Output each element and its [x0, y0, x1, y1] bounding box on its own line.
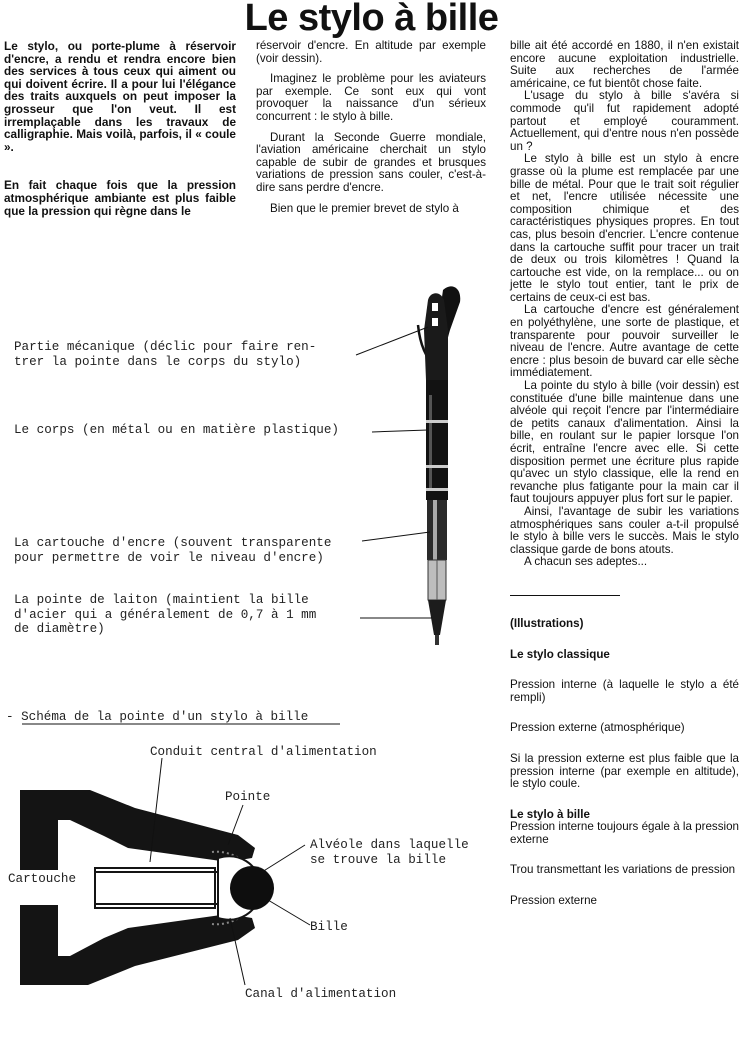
classic-pen-title: Le stylo classique: [510, 647, 610, 661]
label-bille: Bille: [310, 920, 348, 934]
ball: [230, 866, 274, 910]
ballpoint-title: Le stylo à bille: [510, 807, 590, 821]
col2-paragraph-4: Bien que le premier brevet de stylo à: [270, 201, 459, 215]
classic-note-2: Pression externe (atmosphérique): [510, 721, 685, 735]
label-canal: Canal d'alimentation: [245, 987, 397, 1001]
col3-paragraph-3: Le stylo à bille est un stylo à encre grasse où la plume est remplacée par une bille de métal. Pour que le trait soit régulier et net, l'encre utilisée nécessite une composition chimique et des caractéristiques physiques propres. En tout cas, plus besoin d'encrier. L'encre contenue dans la cartouche suffit pour tracer un trait de deux ou trois kilomètres ! Quand la cartouche est vide, on la remplace... ou on jette le stylo tout entier, tant le prix de certains de ceux-ci est bas.: [510, 152, 739, 304]
label-body: Le corps (en métal ou en matière plastique): [14, 423, 339, 437]
label-mechanism: Partie mécanique (déclic pour faire ren- trer la pointe dans le corps du stylo): [14, 340, 317, 369]
col2-paragraph-1: réservoir d'encre. En altitude par exemple (voir dessin).: [256, 39, 486, 65]
col3-paragraph-6: Ainsi, l'avantage de subir les variations atmosphériques sans couler a-t-il propulsé le stylo à bille vers le succès. Mais le stylo classique garde de bons atouts.: [510, 504, 739, 556]
col3-paragraph-2: L'usage du stylo à bille s'avéra si commode qu'il fut rapidement adopté partout et employé couramment. Actuellement, qui d'entre nous n'en possède un ?: [510, 89, 739, 153]
pen-leader-lines: [356, 327, 432, 618]
col1-paragraph-1: Le stylo, ou porte-plume à réservoir d'encre, a rendu et rendra encore bien des services à tous ceux qui aiment ou qui doivent écrire. Il a pour lui l'élégance des traits auxquels on peut imposer la grosseur que l'on veut. Il est irremplaçable dans les travaux de calligraphie. Mais voilà, parfois, il « coule ».: [4, 39, 236, 154]
tip-diagram-caption: - Schéma de la pointe d'un stylo à bille: [6, 710, 309, 724]
classic-note-1: Pression interne (à laquelle le stylo a été rempli): [510, 678, 739, 704]
ballpoint-note-2: Trou transmettant les variations de pression: [510, 863, 736, 877]
label-tip: La pointe de laiton (maintient la bille d'acier qui a généralement de 0,7 à 1 mm de diamètre): [14, 593, 317, 636]
col2-paragraph-3: Durant la Seconde Guerre mondiale, l'aviation américaine cherchait un stylo capable de subir de grandes et brusques variations de pression sans couler, c'est-à-dire sans perdre d'encre.: [256, 130, 486, 194]
label-cartouche: Cartouche: [8, 872, 77, 886]
page-title: Le stylo à bille: [244, 0, 499, 39]
classic-note-3: Si la pression externe est plus faible que la pression interne (par exemple en altitude), le stylo coule.: [510, 751, 739, 791]
illustrations-heading: (Illustrations): [510, 616, 584, 630]
label-alveole: Alvéole dans laquelle se trouve la bille: [310, 838, 469, 867]
col3-paragraph-4: La cartouche d'encre est généralement en polyéthylène, une sorte de plastique, et transparente pour pouvoir surveiller le niveau de l'encre. Autre avantage de cette encre : plus besoin de buvard car elle sèche immédiatement.: [510, 303, 739, 380]
ballpoint-note-1: Pression interne toujours égale à la pression externe: [510, 820, 739, 846]
col3-paragraph-1: bille ait été accordé en 1880, il n'en existait encore aucune exploitation industrielle. Suite aux recherches de l'armée américaine, ce fut bientôt chose faite.: [510, 39, 739, 90]
pen-illustration: [418, 286, 460, 645]
tip-cross-section: [20, 790, 274, 985]
label-cartridge: La cartouche d'encre (souvent transparente pour permettre de voir le niveau d'encre): [14, 536, 332, 565]
ballpoint-note-3: Pression externe: [510, 894, 597, 908]
col3-paragraph-7: A chacun ses adeptes...: [524, 555, 648, 569]
label-conduit: Conduit central d'alimentation: [150, 745, 377, 759]
label-pointe: Pointe: [225, 790, 271, 804]
col2-paragraph-2: Imaginez le problème pour les aviateurs par exemple. Ce sont eux qui vont provoquer la naissance d'un sérieux concurrent : le stylo à bille.: [256, 72, 486, 123]
col3-paragraph-5: La pointe du stylo à bille (voir dessin) est constituée d'une bille maintenue dans une alvéole qui reçoit l'encre par l'intermédiaire de petits canaux d'alimentation. Ainsi la bille, en roulant sur le papier lorsque l'on écrit, entraîne l'encre avec elle. Si cette disposition permet une écriture plus rapide qu'avec un stylo classique, elle la rend en revanche plus fatigante pour la main car il faut toujours appuyer plus fort sur le papier.: [510, 379, 739, 506]
col1-paragraph-2: En fait chaque fois que la pression atmosphérique ambiante est plus faible que la pression qui règne dans le: [4, 178, 236, 218]
